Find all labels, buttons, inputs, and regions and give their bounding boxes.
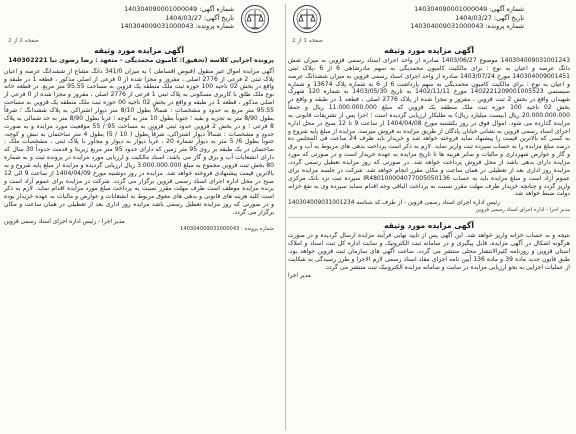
- left-header: [4, 2, 274, 46]
- notice-footer: مدیر اجرا - اداره اجرای اسناد رسمی قزوین: [475, 207, 570, 214]
- notice-signature: مدیر اجرا - رئیس اداره اجرای اسناد رسمی قزوین: [4, 218, 125, 225]
- case-number: شماره پرونده: 140304009031000043: [410, 22, 524, 31]
- notice-meta: [120, 5, 234, 31]
- notice-date: تاریخ آگهی: 1404/03/27: [165, 13, 234, 22]
- second-notice-body: نتیجه و به حساب خزانه واریز خواهد شد. این آگهی پس از تایید نهایی فرآیند مزایده ارسال گردیده و در صورت هرگونه اشکال در آگهی مزایده، قابل پیگیری و در سامانه ثبت الکترونیک و سایت اداره کل ثبت اسناد و املاک استان قزوین و روزنامه کثیرالانتشار محلی منتشر می گردد. ساعت آگهی های سازمان ثبت قزوین خواهد بود. طبق قانون جدید ماده 39 و ماده 136 آیین نامه اجرای مفاد اسناد رسمی لازم الاجرا و طرز رسیدگی به شکایت از عملیات اجرایی به نحو ارزیابی مزایده در سایت و سامانه مزایده الکترونیک ثبت منتشر می گردد.: [288, 232, 570, 271]
- case-number: شماره پرونده: 140304009031000043: [120, 22, 234, 31]
- notice-number: شماره آگهی: 140304090001000049: [414, 5, 524, 13]
- right-header: [288, 2, 570, 46]
- page-number: صفحه 2 از 2: [8, 38, 39, 44]
- notice-number: شماره آگهی: 140304090001000049: [124, 5, 234, 13]
- notice-title: آگهی مزایده مورد وثیقه: [384, 46, 474, 55]
- notice-footer: شماره پرونده : 140304009031000043: [180, 225, 274, 232]
- registration-emblem-icon: [240, 4, 270, 34]
- notice-body: 140304009031001243 موضوع 1403/06/27 صادره از واحد اجرای اسناد رسمی قزوین به میزان شش دانگ عرصه و اعیان به نوع : برای مالکیت کامیون محمدیگی به سهم مادرشاهی 6 از 6 ،پلاک ثبتی 140304009001451 مورخ 1403/07/24 صادره از واحد اجرای اسناد رسمی قزوین به میزان ششدانگ عرصه و اعیان به نوع : برای مالکیت کامیون محمدیگی به سهم پارداشت 6 از 6 به شماره پلاک 13674 و شماره سیستمی 1402221209001005523 مورخ 1402/11/11 به تاریخ 1403/05/30 به شماره 120 شهرک شهیدان واقع در بخش 2 ثبت قزوین ، مفروز و مجزا شده از پلاک 2776 اصلی ، قطعه 1 در طبقه و واقع در بخش 02 ناحیه 100 حوزه ثبت ملک منطقه یک قزوین که مبلغ 11.000.000.000 ریال و جمعاً 20.000.000.000 ریال (بیست میلیارد ریال) به طلبکار ارزیابی گردیده است ؛ اجرا پس از تشریفات قانونی به مزایده گذارده می شود. اموال فوق در روز یکشنبه مورخ 1404/04/08 از ساعت 9 تا 12 صبح در محل اداره اجرای اسناد رسمی قزوین به نشانی خیابان پادگان از طریق مزایده به فروش میرسد. مزایده از مبلغ پایه شروع و به کسی که بالاترین قیمت را پیشنهاد نماید فروخته خواهد شد و خریدار باید ظرف 24 ساعت فی المجلس ده درصد مبلغ مزایده را به حساب سپرده ثبت واریز نماید. لازم به ذکر است پرداخت بدهی های مربوط به آب و برق و گاز و عوارض شهرداری و مالیات و سایر هزینه ها تا تاریخ مزایده به عهده خریدار است و در صورتی که مورد مزایده دارای بدهی باشد از محل فروش پرداخت خواهد شد. در صورتی که روز مزایده تعطیل رسمی گردد، مزایده روز اداری بعد از تعطیلی در همان ساعت و مکان مقرر انجام خواهد شد. شرکت در جلسه مزایده برای عموم آزاد است و مبلغ مزایده باید به حساب IR480100004077005050136 سپرده ثبت نزد بانک مرکزی واریز گردد و چنانچه خریدار ظرف مهلت مقرر نسبت به پرداخت الباقی وجه اقدام ننماید سپرده وی به نفع خزانه دولت ضبط خواهد شد.: [288, 57, 571, 198]
- second-notice-title: آگهی مزایده مورد وثیقه: [384, 221, 474, 231]
- notice-signature: رئیس اداره اجرای اسناد رسمی قزوین - از طرف کد شناسه 140304009031001234: [288, 200, 501, 207]
- case-subject: پرونده اجرایی کلاسه (تحقیق): کامیون محمدیگی - متعهد : رضا رضوی نیا 140302221: [8, 57, 274, 64]
- notice-body: آگهی مزایده اموال غیر منقول (قبوض اقساطی ) به میزان 341/0 دانگ مشاع از ششدانگ عرصه و اعیان پلاک ثبتی 2 فرعی از 2776 اصلی ، مفروز و مجزا شده از 0 فرعی از اصلی مذکور ، قطعه 1 در طبقه و واقع در بخش 02 ناحیه 100 حوزه ثبت ملک منطقه یک قزوین به مساحت 95.55 متر مربع. در قطعه خانه نوع ملک طلق با کاربری مسکونی به پلاک ثبتی 1 فرعی از 2776 اصلی ، مفروز و مجزا شده از 0 فرعی از اصلی مذکور ، قطعه 1 در طبقه و واقع در بخش 02 ناحیه 00 حوزه ثبت ملک منطقه یک قزوین به مساحت 95.55 متر مربع به حدود و مشخصات : شمالاً بطول 8/10 متر دیوار اشتراکی به پلاک ششدانگ ؛ شرقاً بطول 8/90 متر به تجزیه و بقیه ؛ جنوباً بطول 10 متر به کوچه ؛ غرباً بطول 8/90 متر به حد شمالی به پلاک 8 فرعی ؛ و در بخش 2 قزوین حدود ثبتی قزوین به مساحت 95 / 55 موقعیت مورد مزایده و به صورت حدود و مشخصات : شمالاً دیوار اشتراکی، شرقاً بطول ( 10 / 5) بطول 4 متر ساختمان به نبش و کوچه، جنوباً بطول 6/ 5 متر به دیوار شماره 20 ، غرباً دیوار به دیوار و مجاور با پلاک ثبتی ، مشخصات ملک : ساختمان در یک طبقه بر روی 95 متر زمین که دارای حدود 95 متر مربع زیربنا و قدمت حدوداً 30 سال که دارای انشعابات آب و برق و گاز می باشد. اسناد مالکیت و ارزیابی مورد مزایده در پرونده ثبت و به شماره 80 بخش ثبت قزوین مجموع به مبلغ 3.000.000.000 ریال ارزیابی گردیده و مزایده از مبلغ پایه شروع و به بالاترین قیمت پیشنهادی فروخته خواهد شد. مزایده در روز دوشنبه مورخ 1404/04/09 از ساعت 9 الی 12 صبح در محل اداره اجرای اسناد رسمی قزوین برگزار می گردد. شرکت در مزایده برای عموم آزاد است و برنده مزایده موظف است ظرف مهلت مقرر نسبت به پرداخت مبلغ مورد مزایده اقدام نماید. لازم به ذکر است کلیه هزینه های قانونی و بدهی های معوق مربوط به انشعابات و عوارض و مالیات به عهده خریدار بوده و در صورتی که روز مزایده تعطیل رسمی باشد مزایده روز اداری بعد از تعطیلی در همان ساعت و مکان برگزار می گردد.: [4, 67, 275, 216]
- notice-date: تاریخ آگهی: 1404/03/27: [455, 13, 524, 22]
- section-divider: [288, 217, 570, 218]
- page-number: صفحه 1 از 2: [292, 38, 323, 44]
- notice-title: آگهی مزایده مورد وثیقه: [94, 46, 184, 55]
- notice-meta: [410, 5, 524, 31]
- left-column: [0, 0, 280, 434]
- column-divider: [285, 4, 286, 430]
- right-column: [284, 0, 576, 434]
- second-notice-signature: مدیر اجرا: [288, 273, 311, 280]
- registration-emblem-icon: [292, 4, 322, 34]
